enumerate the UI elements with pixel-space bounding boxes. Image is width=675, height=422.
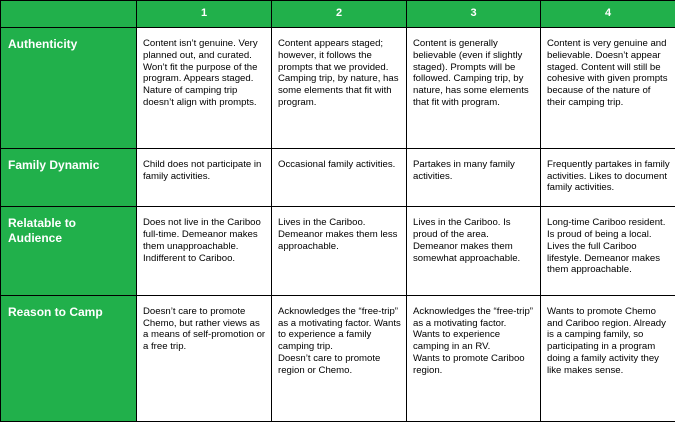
corner-header bbox=[1, 1, 137, 28]
level-3-cell: Acknowledges the “free-trip” as a motivating factor. Wants to experience camping in an RV. Wants to promote Cariboo region. bbox=[407, 296, 541, 422]
criterion-label: Relatable to Audience bbox=[1, 207, 137, 296]
level-2-cell: Lives in the Cariboo. Demeanor makes them less approachable. bbox=[272, 207, 407, 296]
level-3-header: 3 bbox=[407, 1, 541, 28]
criterion-label: Reason to Camp bbox=[1, 296, 137, 422]
criterion-label: Authenticity bbox=[1, 28, 137, 149]
level-3-cell: Lives in the Cariboo. Is proud of the area. Demeanor makes them somewhat approachable. bbox=[407, 207, 541, 296]
level-1-cell: Doesn’t care to promote Chemo, but rather views as a means of self-promotion or a free trip. bbox=[137, 296, 272, 422]
level-1-cell: Child does not participate in family activities. bbox=[137, 149, 272, 207]
level-4-cell: Content is very genuine and believable. Doesn’t appear staged. Content will still be cohesive with given prompts because of the nature of their camping trip. bbox=[541, 28, 675, 149]
row-authenticity bbox=[1, 28, 675, 149]
level-2-cell: Acknowledges the “free-trip” as a motivating factor. Wants to experience a family camping trip. Doesn’t care to promote region or Chemo. bbox=[272, 296, 407, 422]
header-row bbox=[1, 1, 675, 28]
level-4-cell: Long-time Cariboo resident. Is proud of being a local. Lives the full Cariboo lifestyle. Demeanor makes them approachable. bbox=[541, 207, 675, 296]
level-1-header: 1 bbox=[137, 1, 272, 28]
row-reason-to-camp bbox=[1, 296, 675, 422]
level-2-cell: Occasional family activities. bbox=[272, 149, 407, 207]
level-2-cell: Content appears staged; however, it follows the prompts that we provided. Camping trip, by nature, has some elements that fit with program. bbox=[272, 28, 407, 149]
level-3-cell: Partakes in many family activities. bbox=[407, 149, 541, 207]
row-relatable-to-audience bbox=[1, 207, 675, 296]
criterion-label: Family Dynamic bbox=[1, 149, 137, 207]
level-2-header: 2 bbox=[272, 1, 407, 28]
level-4-header: 4 bbox=[541, 1, 675, 28]
level-1-cell: Content isn’t genuine. Very planned out, and curated. Won’t fit the purpose of the program. Appears staged. Nature of camping trip doesn’t align with prompts. bbox=[137, 28, 272, 149]
level-4-cell: Frequently partakes in family activities. Likes to document family activities. bbox=[541, 149, 675, 207]
level-3-cell: Content is generally believable (even if slightly staged). Prompts will be followed. Camping trip, by nature, has some elements that fit with program. bbox=[407, 28, 541, 149]
level-1-cell: Does not live in the Cariboo full-time. Demeanor makes them unapproachable. Indifferent to Cariboo. bbox=[137, 207, 272, 296]
row-family-dynamic bbox=[1, 149, 675, 207]
level-4-cell: Wants to promote Chemo and Cariboo region. Already is a camping family, so participating in a program doing a family activity they like makes sense. bbox=[541, 296, 675, 422]
